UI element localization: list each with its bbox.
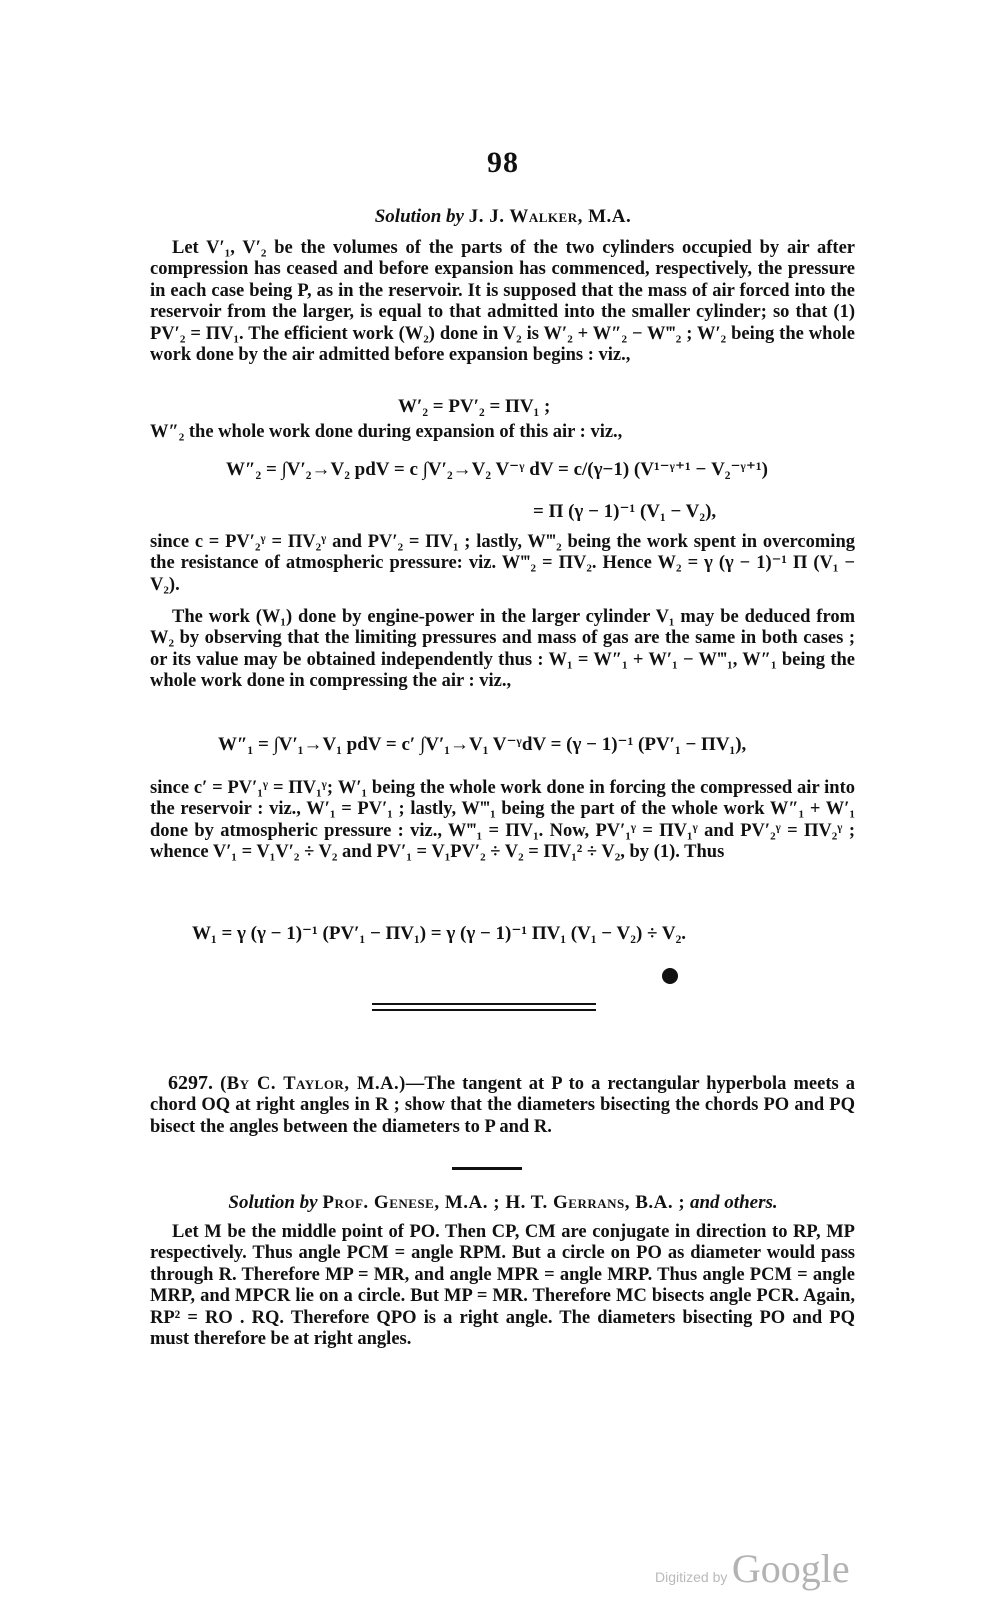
solution-paragraph-1: Let V′₁, V′₂ be the volumes of the parts of the two cylinders occupied by air after compression has ceased and before expansion has commenced, respectively, the pressure in each case being P, as in the reservoir. It is supposed that the mass of air forced into the reservoir from the larger, is equal to that admitted into the smaller cylinder; so that (1) PV′₂ = ΠV₁. The efficient work (W₂) done in V₂ is W′₂ + W″₂ − W‴₂ ; W′₂ being the whole work done by the air admitted before expansion begins : viz., bbox=[150, 238, 855, 366]
solution-paragraph-2: W″₂ the whole work done during expansion of this air : viz., bbox=[150, 422, 623, 442]
solution-paragraph-3: since c = PV′₂ᵞ = ΠV₂ᵞ and PV′₂ = ΠV₁ ; lastly, W‴₂ being the work spent in overcoming the resistance of atmospheric pressure: viz. W‴₂ = ΠV₂. Hence W₂ = γ (γ − 1)⁻¹ Π (V₁ − V₂). bbox=[150, 532, 855, 595]
google-logo: Google bbox=[731, 1546, 850, 1591]
double-rule-bottom bbox=[372, 1009, 596, 1011]
equation-w2-prime: W′₂ = PV′₂ = ΠV₁ ; bbox=[398, 396, 551, 417]
equation-w1-double-prime: W″₁ = ∫V′₁→V₁ pdV = c′ ∫V′₁→V₁ V⁻ᵞdV = (γ − 1)⁻¹ (PV′₁ − ΠV₁), bbox=[218, 734, 747, 755]
solution-heading-prefix: Solution by bbox=[374, 206, 464, 227]
solution-2-heading-suffix: and others. bbox=[689, 1192, 778, 1213]
question-author: (By C. Taylor, M.A.) bbox=[220, 1074, 406, 1094]
question-text: —The tangent at P to a rectangular hyperbola meets a chord OQ at right angles in R ; show that the diameters bisecting the chords PO and PQ bisect the angles between the diameters to P and R. bbox=[150, 1074, 855, 1137]
short-rule bbox=[452, 1167, 522, 1170]
equation-w2-double-prime: W″₂ = ∫V′₂→V₂ pdV = c ∫V′₂→V₂ V⁻ᵞ dV = c/(γ−1) (V¹⁻ᵞ⁺¹ − V₂⁻ᵞ⁺¹) bbox=[226, 459, 768, 480]
solution-heading bbox=[0, 206, 1006, 228]
solution-heading-author: J. J. Walker, M.A. bbox=[468, 206, 632, 227]
google-watermark bbox=[655, 1545, 850, 1592]
solution-2-heading-authors: Prof. Genese, M.A. ; H. T. Gerrans, B.A. ; bbox=[322, 1192, 686, 1213]
question-paragraph bbox=[150, 1073, 855, 1138]
solution-paragraph-5: since c′ = PV′₁ᵞ = ΠV₁ᵞ; W′₁ being the whole work done in forcing the compressed air into the reservoir : viz., W′₁ = PV′₁ ; lastly, W‴₁ being the part of the whole work W″₁ + W′₁ done by atmospheric pressure : viz., W‴₁ = ΠV₁. Now, PV′₁ᵞ = ΠV₁ᵞ and PV′₂ᵞ = ΠV₂ᵞ ; whence V′₁ = V₁V′₂ ÷ V₂ and PV′₁ = V₁PV′₂ ÷ V₂ = ΠV₁² ÷ V₂, by (1). Thus bbox=[150, 778, 855, 863]
watermark-prefix: Digitized by bbox=[655, 1569, 728, 1585]
equation-w1-result: W₁ = γ (γ − 1)⁻¹ (PV′₁ − ΠV₁) = γ (γ − 1)⁻¹ ΠV₁ (V₁ − V₂) ÷ V₂. bbox=[192, 923, 687, 944]
solution-2-heading-prefix: Solution by bbox=[228, 1192, 318, 1213]
solution-2-paragraph: Let M be the middle point of PO. Then CP, CM are conjugate in direction to RP, MP respectively. Thus angle PCM = angle RPM. But a circle on PO as diameter would pass through R. Therefore MP = MR, and angle MPR = angle MRP. Thus angle PCM = angle MRP, and MPCR lie on a circle. But MP = MR. Therefore MC bisects angle PCR. Again, RP² = RO . RQ. Therefore QPO is a right angle. The diameters bisecting PO and PQ must therefore be at right angles. bbox=[150, 1222, 855, 1350]
ink-blot bbox=[662, 968, 678, 984]
question-number: 6297. bbox=[168, 1072, 213, 1094]
solution-2-heading bbox=[0, 1192, 1006, 1214]
double-rule-top bbox=[372, 1003, 596, 1005]
equation-w2-result: = Π (γ − 1)⁻¹ (V₁ − V₂), bbox=[533, 501, 717, 522]
solution-paragraph-4: The work (W₁) done by engine-power in the larger cylinder V₁ may be deduced from W₂ by observing that the limiting pressures and mass of gas are the same in both cases ; or its value may be obtained independently thus : W₁ = W″₁ + W′₁ − W‴₁, W″₁ being the whole work done in compressing the air : viz., bbox=[150, 607, 855, 692]
page-number: 98 bbox=[487, 146, 519, 179]
